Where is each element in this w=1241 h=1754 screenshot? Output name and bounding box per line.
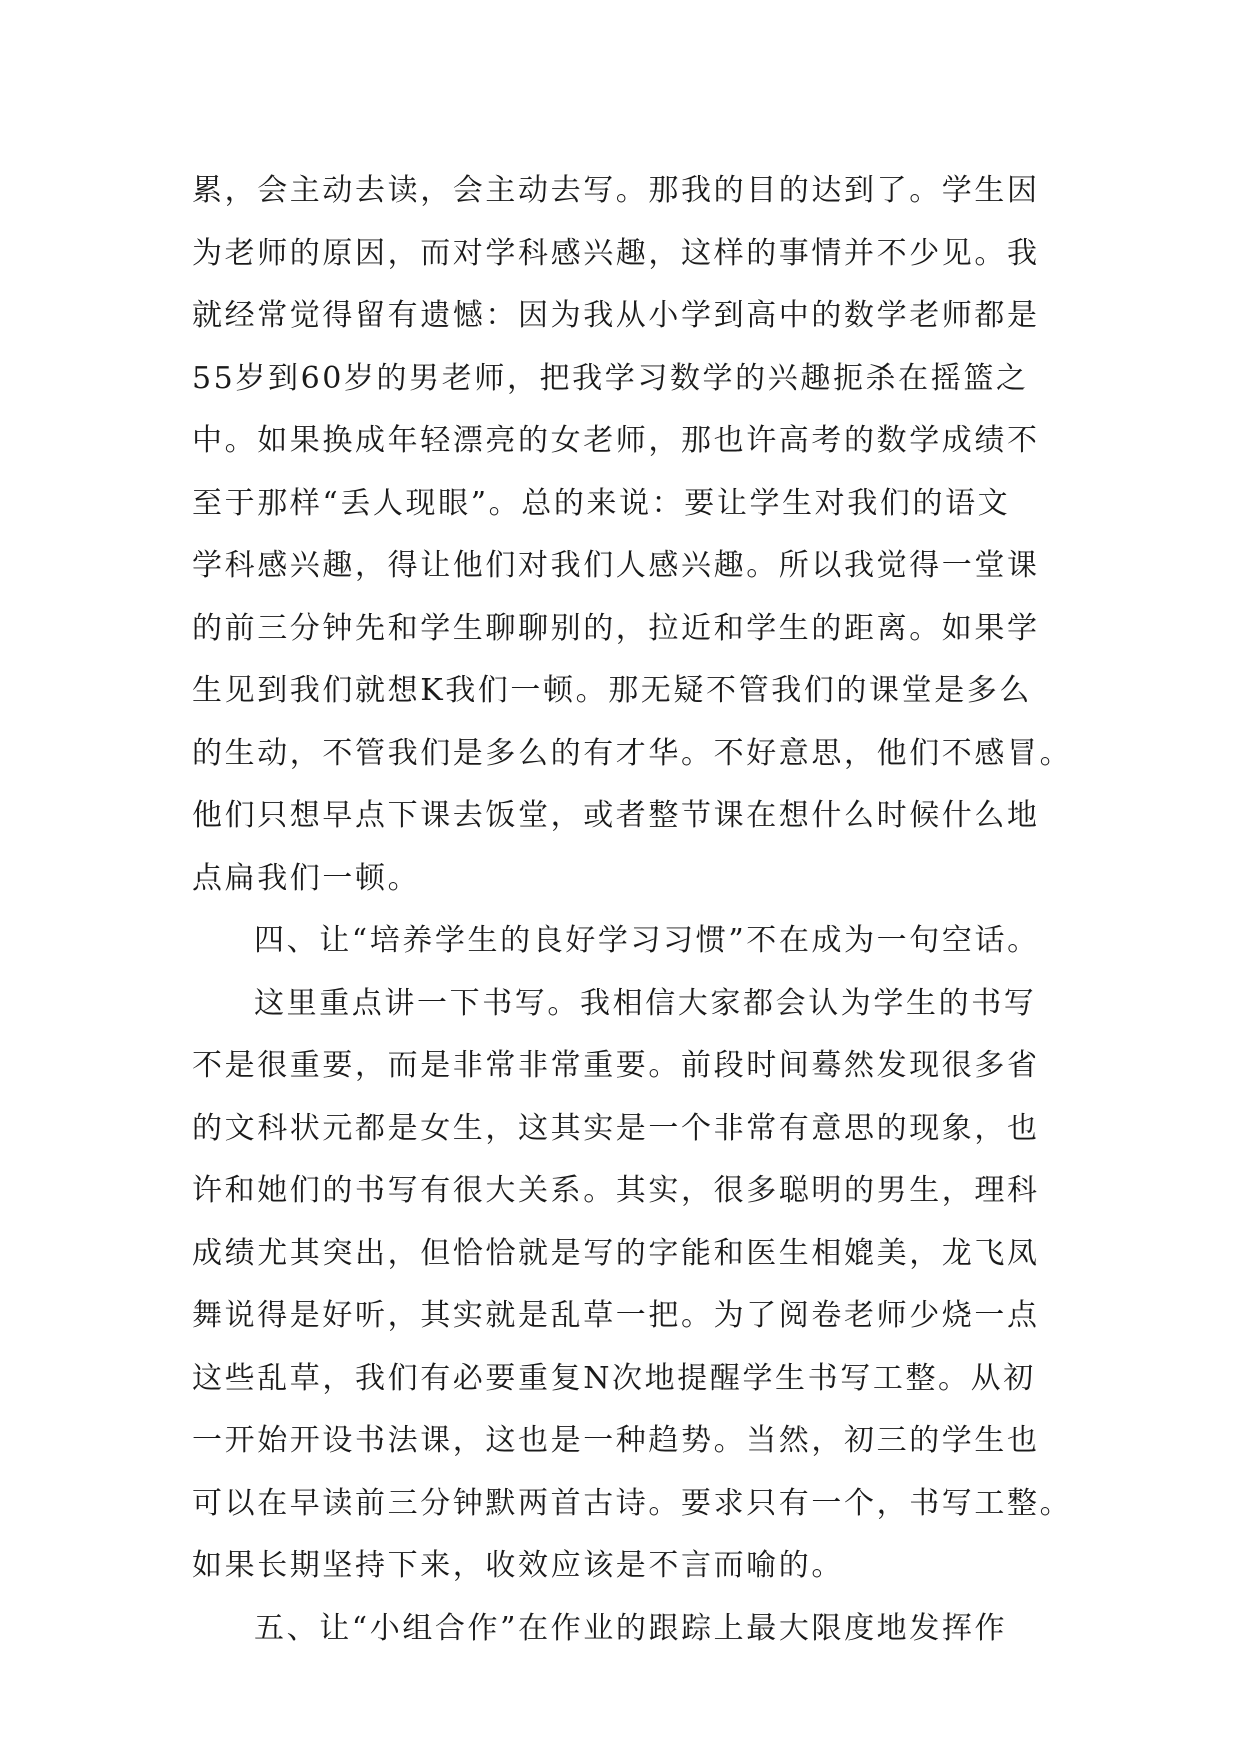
text-line: 中。如果换成年轻漂亮的女老师，那也许高考的数学成绩不 [192, 423, 1040, 458]
text-line: 许和她们的书写有很大关系。其实，很多聪明的男生，理科 [192, 1173, 1040, 1208]
text-line: 的前三分钟先和学生聊聊别的，拉近和学生的距离。如果学 [192, 610, 1040, 646]
section-heading: 四、让“培养学生的良好学习习惯”不在成为一句空话。 [254, 923, 1040, 958]
text-line: 舞说得是好听，其实就是乱草一把。为了阅卷老师少烧一点 [192, 1298, 1040, 1333]
text-line: 至于那样“丢人现眼”。总的来说：要让学生对我们的语文 [192, 485, 1011, 521]
text-line: 可以在早读前三分钟默两首古诗。要求只有一个，书写工整。 [192, 1485, 1073, 1521]
text-line: 为老师的原因，而对学科感兴趣，这样的事情并不少见。我 [192, 235, 1040, 271]
text-line: 这些乱草，我们有必要重复N次地提醒学生书写工整。从初 [192, 1360, 1036, 1396]
text-line: 的生动，不管我们是多么的有才华。不好意思，他们不感冒。 [192, 735, 1073, 771]
text-line: 累，会主动去读，会主动去写。那我的目的达到了。学生因 [192, 173, 1040, 208]
text-line: 生见到我们就想K我们一顿。那无疑不管我们的课堂是多么 [192, 673, 1033, 708]
text-line: 学科感兴趣，得让他们对我们人感兴趣。所以我觉得一堂课 [192, 548, 1040, 583]
text-line: 不是很重要，而是非常非常重要。前段时间蓦然发现很多省 [192, 1048, 1040, 1083]
paragraph-start-line: 这里重点讲一下书写。我相信大家都会认为学生的书写 [254, 985, 1037, 1021]
text-line: 点扁我们一顿。 [192, 860, 421, 896]
document-body [192, 160, 1073, 1660]
text-line: 成绩尤其突出，但恰恰就是写的字能和医生相媲美，龙飞凤 [192, 1235, 1040, 1271]
section-heading: 五、让“小组合作”在作业的跟踪上最大限度地发挥作 [254, 1610, 1008, 1646]
text-line: 他们只想早点下课去饭堂，或者整节课在想什么时候什么地 [192, 798, 1040, 833]
text-line: 的文科状元都是女生，这其实是一个非常有意思的现象，也 [192, 1110, 1040, 1146]
text-line: 55岁到60岁的男老师，把我学习数学的兴趣扼杀在摇篮之 [192, 360, 1029, 396]
text-line: 一开始开设书法课，这也是一种趋势。当然，初三的学生也 [192, 1423, 1040, 1458]
text-line: 如果长期坚持下来，收效应该是不言而喻的。 [192, 1548, 844, 1583]
text-line: 就经常觉得留有遗憾：因为我从小学到高中的数学老师都是 [192, 298, 1040, 333]
